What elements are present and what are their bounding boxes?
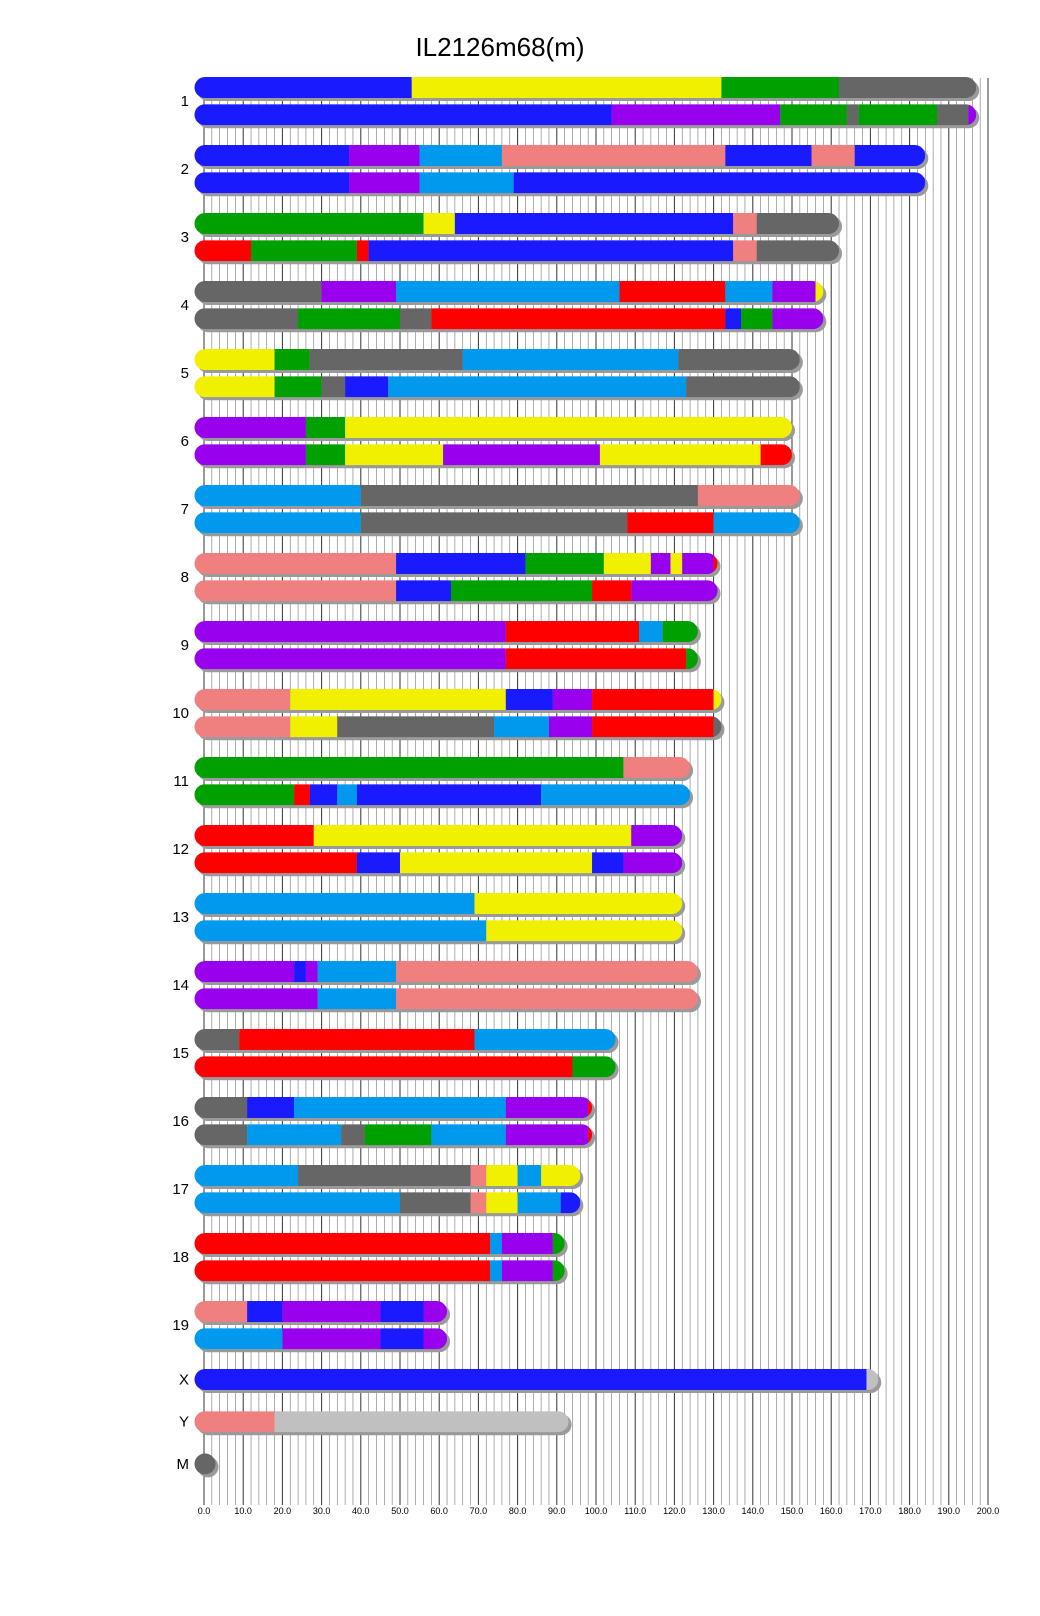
- segment-blue: [195, 1369, 867, 1390]
- chromosome-label: 3: [180, 229, 189, 246]
- chromosome-track: [195, 1260, 565, 1281]
- segment-gray: [757, 213, 839, 234]
- segment-green: [251, 240, 357, 261]
- segment-red: [592, 689, 714, 710]
- chromosome-label: 10: [172, 705, 189, 722]
- segment-green: [306, 444, 345, 465]
- chromosome-track: [195, 240, 840, 261]
- segment-purple: [195, 988, 318, 1009]
- segment-blue: [310, 784, 337, 805]
- chromosome-label: 12: [172, 841, 189, 858]
- segment-green: [275, 376, 322, 397]
- chromosome-y: [179, 1411, 572, 1435]
- segment-green: [195, 757, 624, 778]
- segment-yellow: [600, 444, 761, 465]
- chromosome-track: [195, 1029, 616, 1050]
- x-tick-label: 0.0: [197, 1506, 211, 1516]
- chromosome-track: [195, 77, 977, 98]
- segment-purple: [322, 281, 396, 302]
- segment-lightblue: [195, 893, 475, 914]
- segment-yellow: [195, 349, 275, 370]
- chromosome-13: [172, 893, 685, 944]
- chromosome-track: [195, 784, 691, 805]
- x-tick-label: 200.0: [976, 1506, 1000, 1516]
- segment-blue: [357, 784, 541, 805]
- segment-salmon: [396, 988, 698, 1009]
- chromosome-track: [195, 893, 683, 914]
- chromosome-5: [181, 349, 803, 400]
- segment-red: [294, 784, 310, 805]
- x-tick-label: 50.0: [391, 1506, 409, 1516]
- chromosome-track: [195, 417, 793, 438]
- x-tick-label: 40.0: [352, 1506, 370, 1516]
- chromosome-track: [195, 553, 718, 574]
- segment-lightblue: [247, 1124, 341, 1145]
- segment-blue: [357, 852, 400, 873]
- chromosome-x: [179, 1369, 881, 1393]
- x-tick-label: 30.0: [312, 1506, 331, 1516]
- segment-blue: [247, 1301, 282, 1322]
- segment-purple: [349, 172, 420, 193]
- chromosome-track: [195, 689, 722, 710]
- chromosome-track: [195, 308, 824, 329]
- segment-salmon: [471, 1192, 487, 1213]
- segment-blue: [195, 145, 350, 166]
- segment-lightblue: [195, 512, 361, 533]
- chromosome-12: [172, 825, 685, 876]
- chromosome-track: [195, 1369, 879, 1390]
- chromosome-track: [195, 1411, 569, 1432]
- segment-yellow: [195, 376, 275, 397]
- chromosome-16: [172, 1097, 595, 1148]
- segment-salmon: [733, 213, 757, 234]
- chart-title: IL2126m68(m): [415, 32, 585, 62]
- segment-blue: [455, 213, 733, 234]
- segment-blue: [294, 961, 306, 982]
- x-tick-label: 10.0: [234, 1506, 252, 1516]
- segment-lightblue: [725, 281, 772, 302]
- x-tick-label: 20.0: [273, 1506, 292, 1516]
- segment-red: [195, 1233, 491, 1254]
- segment-red: [592, 716, 714, 737]
- chromosome-label: 17: [172, 1181, 189, 1198]
- segment-yellow: [604, 553, 651, 574]
- segment-gray: [757, 240, 839, 261]
- x-tick-label: 90.0: [548, 1506, 566, 1516]
- x-tick-label: 170.0: [859, 1506, 882, 1516]
- segment-purple: [195, 417, 306, 438]
- segment-purple: [282, 1301, 380, 1322]
- segment-lightblue: [195, 920, 487, 941]
- segment-lightblue: [714, 512, 800, 533]
- segment-lightblue: [396, 281, 619, 302]
- segment-red: [195, 1056, 573, 1077]
- segment-purple: [631, 825, 682, 846]
- segment-purple: [282, 1328, 380, 1349]
- chromosome-label: 16: [172, 1113, 189, 1130]
- segment-green: [780, 104, 847, 125]
- chromosome-track: [195, 716, 722, 737]
- segment-salmon: [195, 580, 397, 601]
- chromosome-3: [181, 213, 842, 264]
- segment-purple: [631, 580, 717, 601]
- segment-gray: [847, 104, 859, 125]
- segment-purple: [349, 145, 420, 166]
- chromosome-8: [181, 553, 721, 604]
- chromosome-track: [195, 485, 800, 506]
- segment-blue: [369, 240, 734, 261]
- segment-green: [365, 1124, 432, 1145]
- x-tick-label: 150.0: [780, 1506, 804, 1516]
- segment-yellow: [400, 852, 592, 873]
- x-axis-ticks: [198, 1506, 1000, 1516]
- segment-red: [761, 444, 792, 465]
- chromosome-2: [181, 145, 929, 196]
- segment-gray: [341, 1124, 365, 1145]
- segment-lightblue: [494, 716, 549, 737]
- x-tick-label: 60.0: [430, 1506, 448, 1516]
- segment-lightblue: [541, 784, 690, 805]
- chromosome-track: [195, 213, 840, 234]
- segment-red: [592, 580, 631, 601]
- chromosome-label: M: [176, 1455, 189, 1473]
- segment-gray: [686, 376, 800, 397]
- segment-blue: [195, 172, 350, 193]
- chromosome-17: [172, 1165, 583, 1216]
- segment-salmon: [471, 1165, 487, 1186]
- chromosome-label: 9: [180, 637, 189, 654]
- segment-red: [627, 512, 713, 533]
- chromosome-label: 18: [172, 1249, 189, 1266]
- segment-lightblue: [294, 1097, 506, 1118]
- segment-purple: [195, 621, 506, 642]
- segment-red: [357, 240, 369, 261]
- x-tick-label: 130.0: [702, 1506, 725, 1516]
- segment-yellow: [424, 213, 455, 234]
- segment-purple: [549, 716, 592, 737]
- segment-lightblue: [518, 1165, 542, 1186]
- chromosome-track: [195, 104, 977, 125]
- segment-lightblue: [490, 1260, 502, 1281]
- chromosome-11: [173, 757, 693, 808]
- segment-purple: [651, 553, 671, 574]
- segment-purple: [443, 444, 600, 465]
- chromosome-label: 14: [172, 977, 189, 994]
- segment-red: [506, 648, 686, 669]
- segment-purple: [612, 104, 781, 125]
- segment-salmon: [195, 716, 291, 737]
- segment-yellow: [486, 1192, 517, 1213]
- segment-gray: [195, 1124, 248, 1145]
- segment-lightblue: [195, 1192, 401, 1213]
- segment-purple: [306, 961, 318, 982]
- segment-yellow: [474, 893, 682, 914]
- segment-blue: [514, 172, 926, 193]
- chromosome-track: [195, 444, 793, 465]
- x-tick-label: 160.0: [819, 1506, 843, 1516]
- segment-purple: [195, 961, 295, 982]
- segment-green: [721, 77, 839, 98]
- chromosome-19: [172, 1301, 450, 1352]
- x-tick-label: 110.0: [624, 1506, 647, 1516]
- segment-green: [275, 349, 310, 370]
- segment-gray: [195, 1029, 240, 1050]
- segment-lightgray: [275, 1411, 569, 1432]
- segment-blue: [592, 852, 623, 873]
- segment-blue: [396, 580, 451, 601]
- segment-green: [451, 580, 592, 601]
- segment-red: [195, 825, 314, 846]
- chromosome-label: 8: [180, 569, 189, 586]
- segment-purple: [772, 281, 815, 302]
- segment-gray: [678, 349, 800, 370]
- segment-gray: [195, 1097, 248, 1118]
- x-tick-label: 120.0: [663, 1506, 686, 1516]
- chromosome-label: 2: [180, 161, 189, 178]
- segment-green: [195, 784, 295, 805]
- chromosome-label: 4: [180, 297, 189, 314]
- segment-green: [572, 1056, 615, 1077]
- segment-red: [506, 621, 639, 642]
- chromosome-18: [172, 1233, 567, 1284]
- segment-salmon: [502, 145, 725, 166]
- segment-salmon: [623, 757, 690, 778]
- x-tick-label: 190.0: [937, 1506, 961, 1516]
- segment-salmon: [812, 145, 855, 166]
- segment-red: [195, 1260, 491, 1281]
- segment-green: [195, 213, 424, 234]
- segment-blue: [396, 553, 525, 574]
- segment-yellow: [290, 689, 506, 710]
- segment-gray: [322, 376, 346, 397]
- segment-lightblue: [337, 784, 357, 805]
- segment-purple: [195, 444, 306, 465]
- segment-blue: [725, 308, 741, 329]
- chromosome-10: [172, 689, 724, 740]
- segment-green: [859, 104, 937, 125]
- chromosome-track: [195, 580, 718, 601]
- chromosome-m: [177, 1453, 219, 1477]
- segment-red: [239, 1029, 474, 1050]
- segment-lightblue: [420, 172, 514, 193]
- segment-lightblue: [388, 376, 686, 397]
- segment-gray: [361, 512, 628, 533]
- chromosome-label: 11: [173, 773, 189, 790]
- segment-green: [525, 553, 603, 574]
- segment-purple: [502, 1233, 553, 1254]
- chromosome-track: [195, 1097, 593, 1118]
- segment-lightblue: [431, 1124, 505, 1145]
- segment-gray: [195, 281, 322, 302]
- segment-yellow: [412, 77, 722, 98]
- segment-blue: [195, 77, 412, 98]
- chromosome-track: [195, 1056, 616, 1077]
- segment-lightblue: [420, 145, 502, 166]
- chromosome-label: 19: [172, 1317, 189, 1334]
- segment-purple: [506, 1097, 588, 1118]
- segment-blue: [725, 145, 811, 166]
- x-tick-label: 100.0: [584, 1506, 608, 1516]
- chromosome-track: [195, 1328, 448, 1349]
- chromosome-track: [195, 988, 698, 1009]
- chromosome-track: [195, 825, 683, 846]
- chromosome-6: [181, 417, 795, 468]
- segment-yellow: [541, 1165, 580, 1186]
- segment-salmon: [698, 485, 800, 506]
- segment-lightblue: [518, 1192, 561, 1213]
- chromosome-label: 5: [180, 365, 189, 382]
- segment-gray: [400, 308, 431, 329]
- segment-green: [306, 417, 345, 438]
- segment-blue: [506, 689, 553, 710]
- chromosome-label: 1: [180, 93, 189, 110]
- segment-gray: [195, 1453, 216, 1474]
- segment-lightblue: [490, 1233, 502, 1254]
- chromosome-1: [181, 77, 980, 128]
- segment-gray: [337, 716, 494, 737]
- x-tick-label: 180.0: [898, 1506, 921, 1516]
- segment-purple: [424, 1328, 448, 1349]
- segment-gray: [839, 77, 976, 98]
- segment-gray: [298, 1165, 470, 1186]
- chromosome-track: [195, 145, 926, 166]
- chromosome-track: [195, 512, 800, 533]
- chromosome-track: [195, 1192, 581, 1213]
- chromosome-label: 7: [180, 501, 189, 518]
- chromosome-track: [195, 757, 691, 778]
- segment-yellow: [345, 444, 443, 465]
- segment-purple: [772, 308, 823, 329]
- segment-lightblue: [639, 621, 663, 642]
- segment-blue: [345, 376, 388, 397]
- chromosome-label: 6: [180, 433, 189, 450]
- segment-blue: [247, 1097, 294, 1118]
- segment-lightblue: [195, 1328, 283, 1349]
- segment-salmon: [195, 1411, 275, 1432]
- segment-purple: [506, 1124, 588, 1145]
- segment-blue: [855, 145, 926, 166]
- segment-green: [741, 308, 772, 329]
- segment-lightblue: [195, 485, 361, 506]
- segment-lightblue: [463, 349, 679, 370]
- segment-gray: [310, 349, 463, 370]
- segment-gray: [361, 485, 698, 506]
- segment-salmon: [396, 961, 698, 982]
- segment-blue: [380, 1328, 423, 1349]
- chromosome-label: Y: [178, 1413, 189, 1431]
- segment-yellow: [290, 716, 337, 737]
- segment-purple: [424, 1301, 448, 1322]
- chromosome-track: [195, 852, 683, 873]
- segment-purple: [195, 648, 506, 669]
- chromosome-track: [195, 281, 824, 302]
- chromosome-track: [195, 1165, 581, 1186]
- segment-green: [663, 621, 698, 642]
- segment-salmon: [195, 689, 291, 710]
- chromosome-track: [195, 1453, 216, 1474]
- segment-lightblue: [318, 988, 396, 1009]
- segment-red: [620, 281, 726, 302]
- chromosome-track: [195, 648, 698, 669]
- chromosome-track: [195, 920, 683, 941]
- segment-lightblue: [195, 1165, 299, 1186]
- chromosome-label: 13: [172, 909, 189, 926]
- chromosome-track: [195, 1301, 448, 1322]
- chromosome-track: [195, 1233, 565, 1254]
- segment-purple: [623, 852, 682, 873]
- segment-yellow: [486, 1165, 517, 1186]
- segment-purple: [502, 1260, 553, 1281]
- segment-green: [298, 308, 400, 329]
- segment-gray: [937, 104, 968, 125]
- chromosome-14: [172, 961, 701, 1012]
- segment-salmon: [195, 553, 397, 574]
- segment-salmon: [195, 1301, 248, 1322]
- chromosome-track: [195, 376, 800, 397]
- chromosome-track: [195, 1124, 593, 1145]
- x-tick-label: 80.0: [508, 1506, 527, 1516]
- segment-purple: [682, 553, 713, 574]
- x-tick-label: 70.0: [469, 1506, 488, 1516]
- chromosome-bars: [172, 77, 979, 1477]
- segment-red: [195, 240, 252, 261]
- segment-purple: [553, 689, 592, 710]
- chromosome-label: 15: [172, 1045, 189, 1062]
- chromosome-7: [181, 485, 803, 536]
- segment-lightblue: [318, 961, 396, 982]
- chromosome-track: [195, 621, 698, 642]
- segment-yellow: [486, 920, 682, 941]
- segment-red: [195, 852, 357, 873]
- chromosome-15: [172, 1029, 618, 1080]
- chromosome-track: [195, 172, 926, 193]
- x-tick-label: 140.0: [741, 1506, 765, 1516]
- segment-yellow: [345, 417, 792, 438]
- segment-yellow: [670, 553, 682, 574]
- segment-red: [431, 308, 725, 329]
- segment-blue: [195, 104, 612, 125]
- segment-gray: [195, 308, 299, 329]
- segment-blue: [380, 1301, 423, 1322]
- segment-salmon: [733, 240, 757, 261]
- chromosome-track: [195, 961, 698, 982]
- segment-yellow: [314, 825, 632, 846]
- chromosome-label: X: [178, 1371, 189, 1389]
- chromosome-track: [195, 349, 800, 370]
- segment-gray: [400, 1192, 471, 1213]
- segment-lightblue: [474, 1029, 615, 1050]
